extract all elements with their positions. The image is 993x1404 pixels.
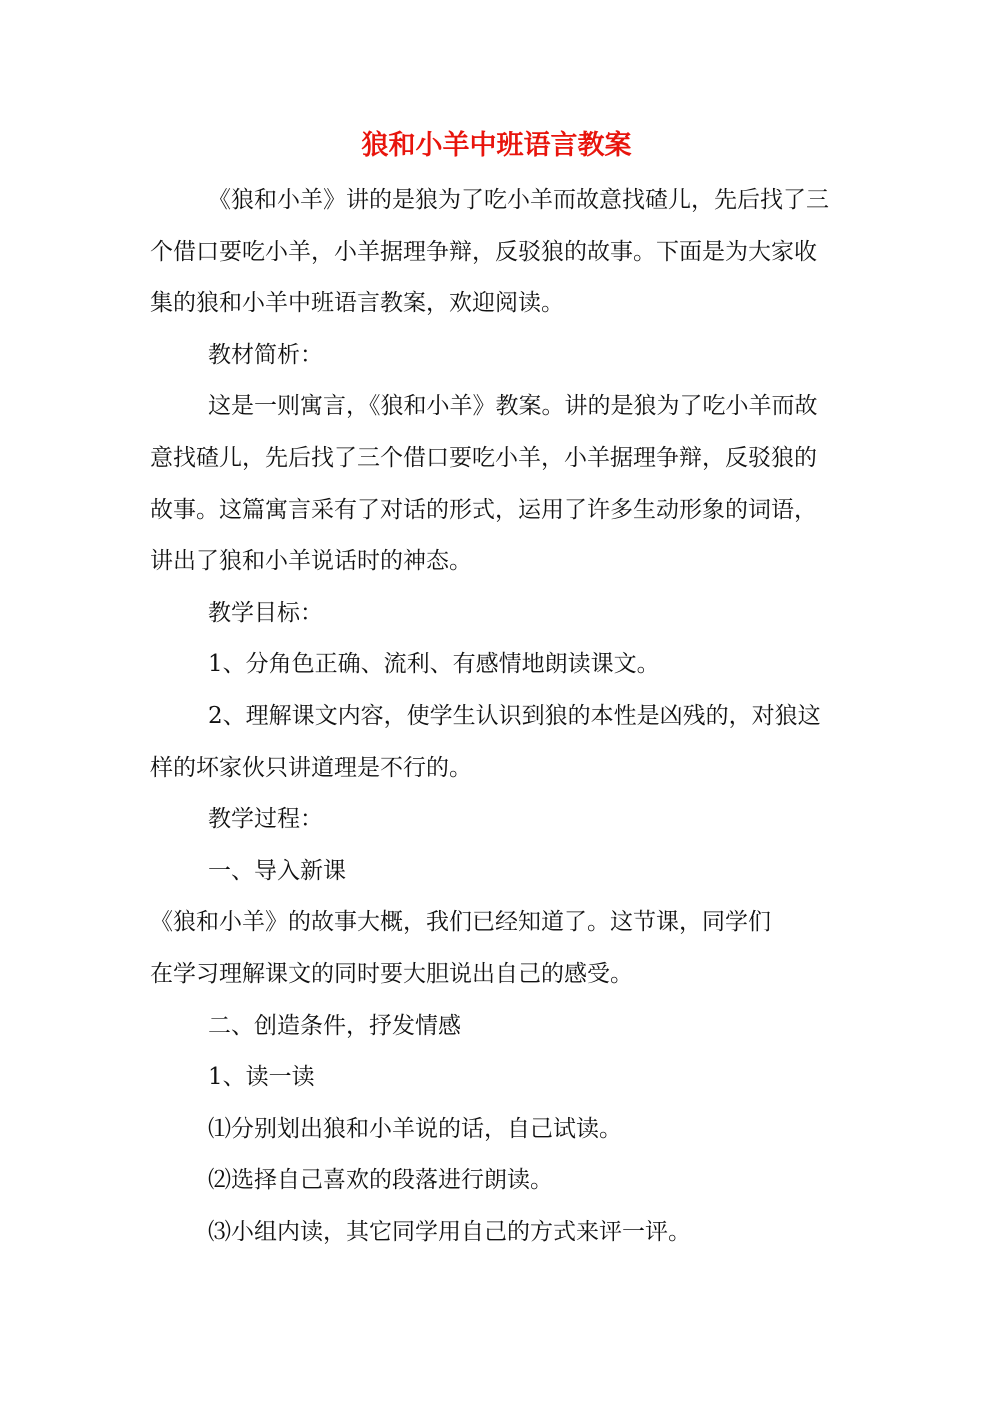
document-title: 狼和小羊中班语言教案 [361,130,632,161]
list-item: 1、读一读 [208,1064,315,1091]
section-heading: 教材简析： [208,341,323,368]
list-item: ⑴分别划出狼和小羊说的话，自己试读。 [208,1115,622,1142]
list-item: ⑶小组内读，其它同学用自己的方式来评一评。 [208,1218,691,1245]
text-line: 故事。这篇寓言采有了对话的形式，运用了许多生动形象的词语， [150,496,817,523]
section-heading: 教学目标： [208,599,323,626]
text-line: 集的狼和小羊中班语言教案，欢迎阅读。 [150,290,564,317]
text-line: 讲出了狼和小羊说话时的神态。 [150,548,472,575]
subsection-heading: 二、创造条件，抒发情感 [208,1012,461,1039]
text-line: 个借口要吃小羊，小羊据理争辩，反驳狼的故事。下面是为大家收 [150,238,817,265]
list-item: 2、理解课文内容，使学生认识到狼的本性是凶残的，对狼这 [208,702,821,729]
text-line: 《狼和小羊》讲的是狼为了吃小羊而故意找碴儿，先后找了三 [208,187,829,213]
document-body [150,182,840,1265]
text-line: 意找碴儿，先后找了三个借口要吃小羊，小羊据理争辩，反驳狼的 [150,444,817,471]
section-heading: 教学过程： [208,806,323,833]
text-line: 《狼和小羊》的故事大概，我们已经知道了。这节课，同学们 [150,909,771,936]
text-line: 在学习理解课文的同时要大胆说出自己的感受。 [150,960,633,987]
subsection-heading: 一、导入新课 [208,857,346,884]
text-line: 样的坏家伙只讲道理是不行的。 [150,754,472,781]
list-item: 1、分角色正确、流利、有感情地朗读课文。 [208,651,660,678]
text-line: 这是一则寓言，《狼和小羊》教案。讲的是狼为了吃小羊而故 [208,393,818,420]
list-item: ⑵选择自己喜欢的段落进行朗读。 [208,1167,553,1194]
